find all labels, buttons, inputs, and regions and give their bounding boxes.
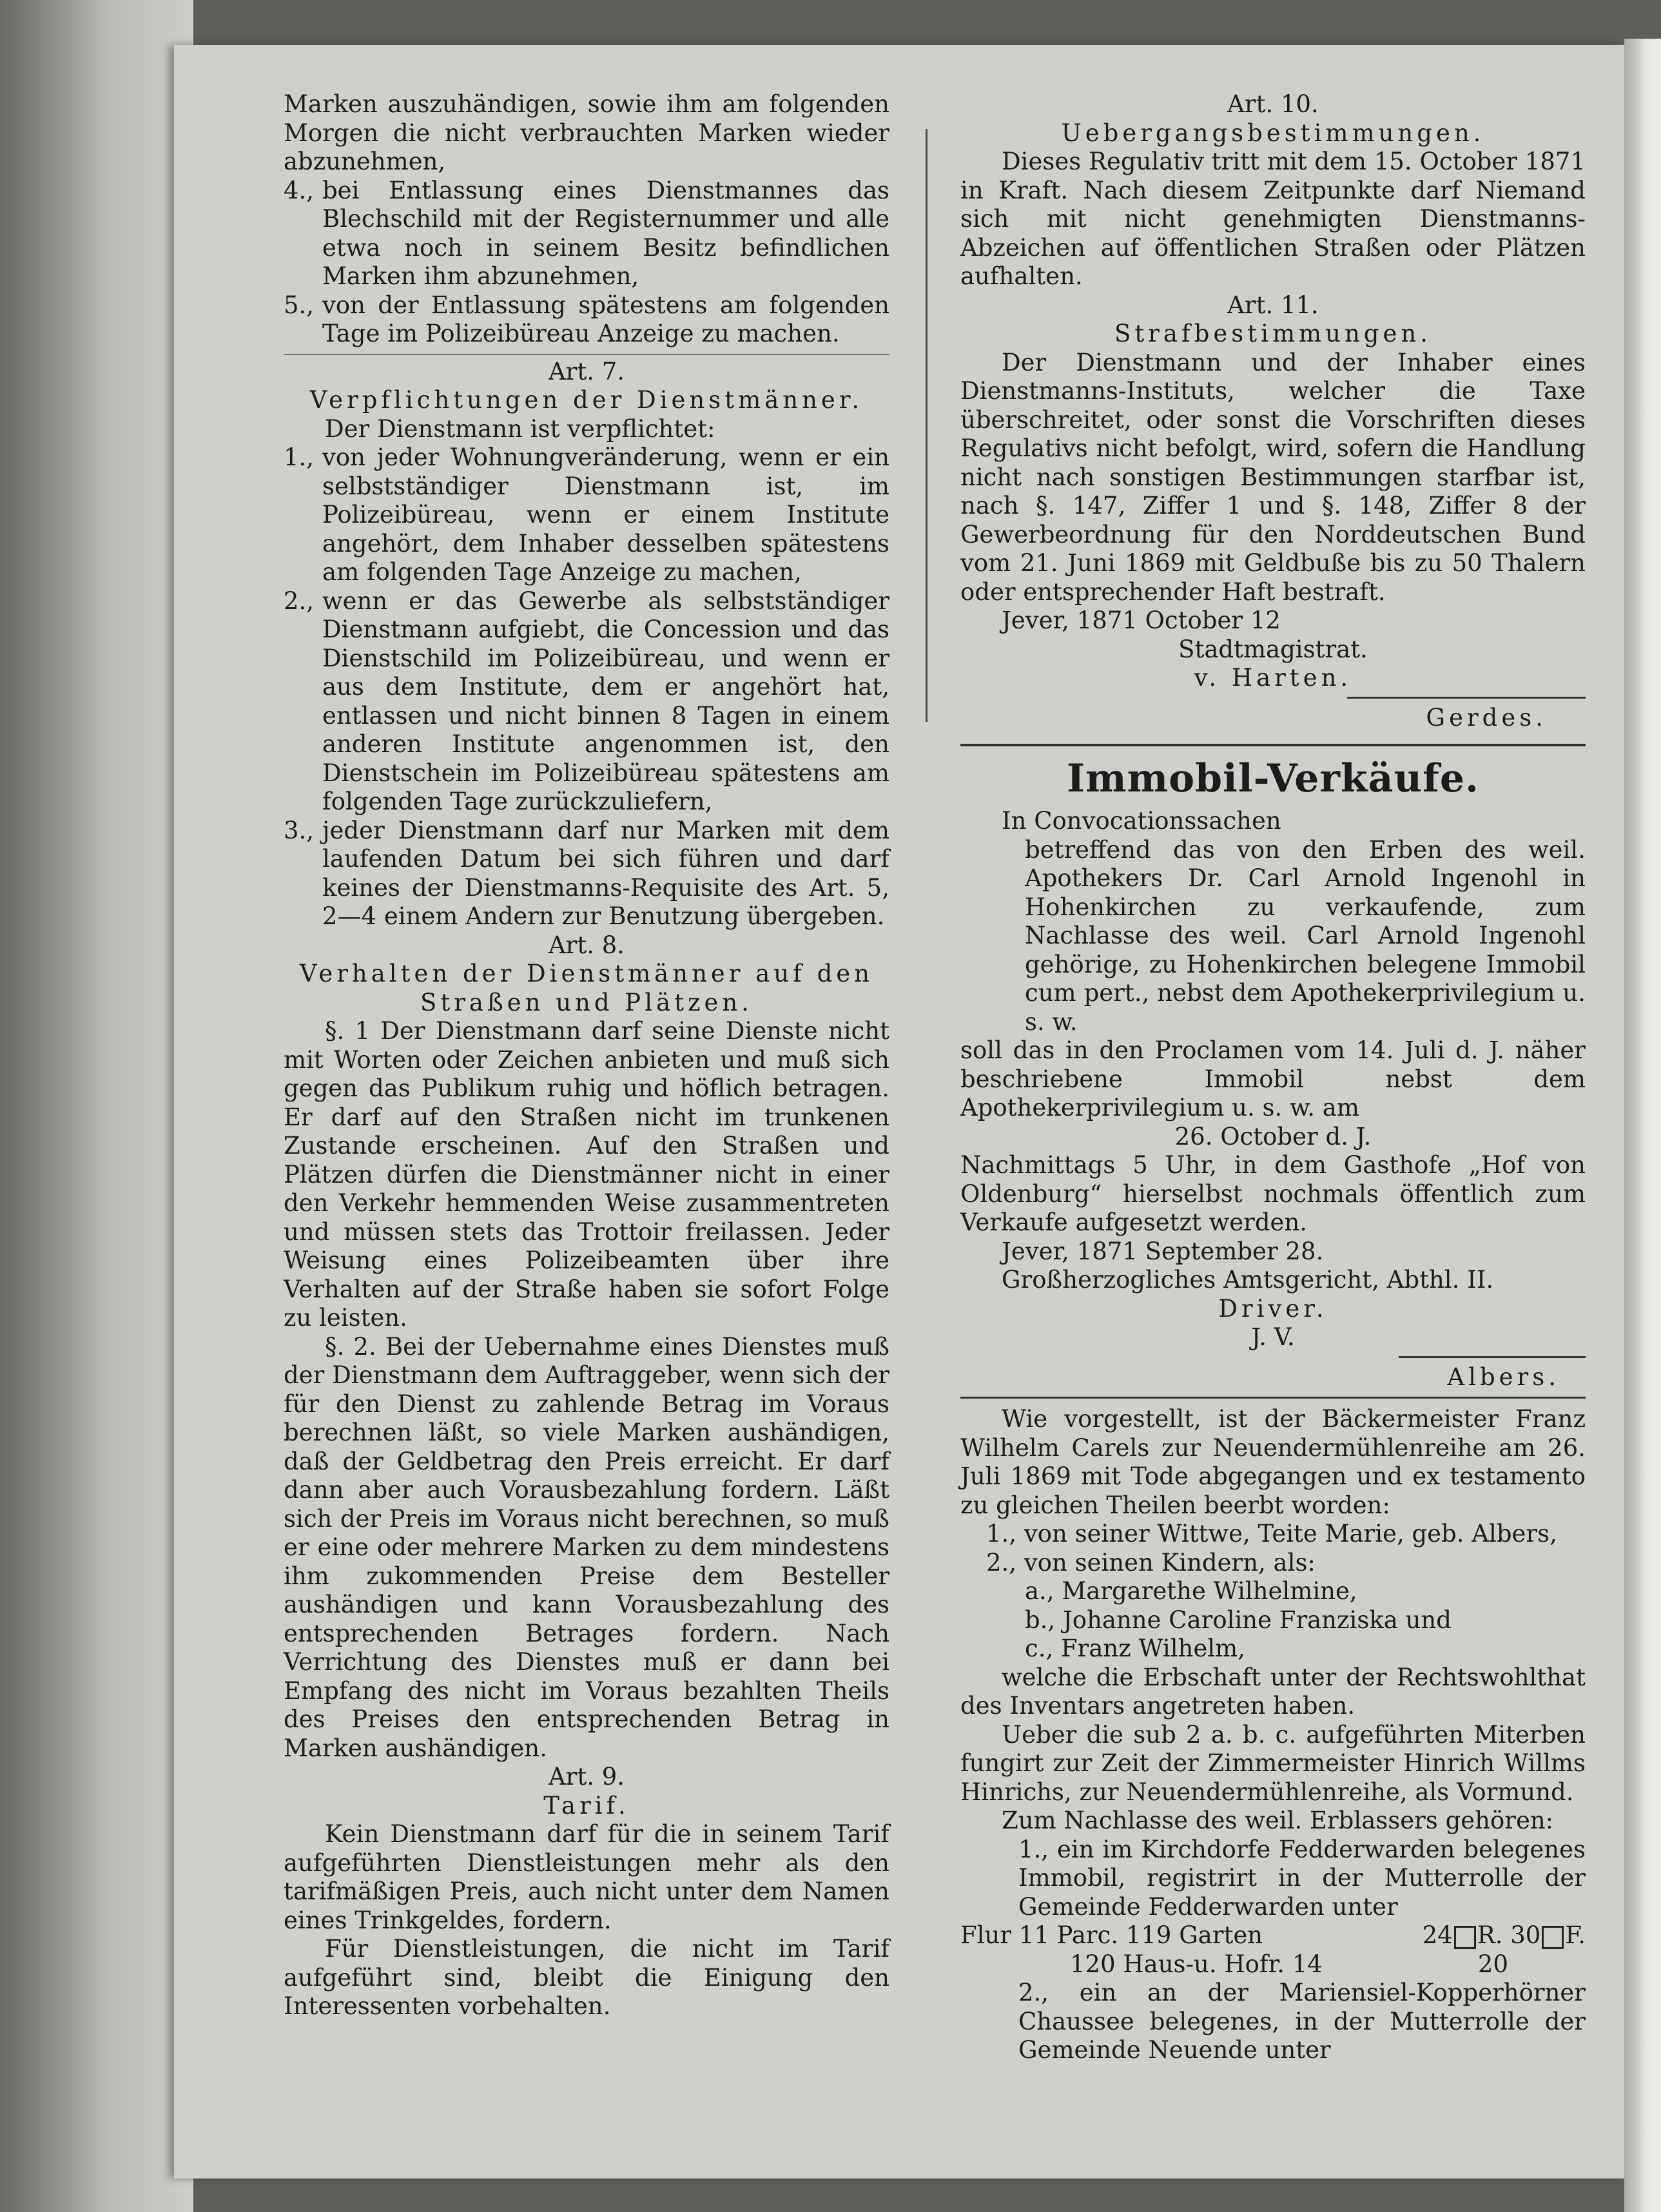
parcel-row: 120 Haus-u. Hofr. 14 20 bbox=[1070, 1950, 1508, 1978]
estate-item: 1., ein im Kirchdorfe Fedderwarden belegenes Immobil, registrirt in der Mutterrolle der Gemeinde Fedderwarden unter bbox=[1018, 1835, 1586, 1921]
paragraph: Ueber die sub 2 a. b. c. aufgeführten Miterben fungirt zur Zeit der Zimmermeister Hinrich Willms Hinrichs, zur Neuendermühlenreihe, als Vormund. bbox=[960, 1720, 1586, 1806]
section-rule bbox=[284, 354, 889, 355]
authority: Stadtmagistrat. bbox=[1178, 635, 1368, 663]
heir-line: 1., von seiner Wittwe, Teite Marie, geb. Albers, bbox=[986, 1520, 1557, 1547]
article-heading: Tarif. bbox=[543, 1791, 630, 1819]
paragraph: welche die Erbschaft unter der Rechtswohlthat des Inventars angetreten haben. bbox=[960, 1663, 1586, 1720]
signature: J. V. bbox=[1251, 1323, 1295, 1351]
column-divider bbox=[926, 129, 928, 722]
article-title: Art. 10. bbox=[1227, 90, 1319, 118]
signature-rule bbox=[1347, 697, 1586, 699]
signature: Gerdes. bbox=[1426, 703, 1547, 732]
square-unit-icon bbox=[1542, 1926, 1564, 1949]
article-heading: Strafbestimmungen. bbox=[1114, 320, 1432, 347]
child-line: b., Johanne Caroline Franziska und bbox=[1025, 1606, 1452, 1634]
paragraph: Kein Dienstmann darf für die in seinem Tarif aufgeführten Dienstleistungen mehr als den tarifmäßigen Preis, auch nicht unter dem Namen eines Trinkgeldes, fordern. bbox=[284, 1820, 889, 1934]
section-rule bbox=[960, 1397, 1586, 1399]
paragraph: §. 1 Der Dienstmann darf seine Dienste nicht mit Worten oder Zeichen anbieten und muß sich gegen das Publikum ruhig und höflich betragen. Er darf auf den Straßen nicht im trunkenen Zustande erscheinen. Auf den Straßen und Plätzen dürfen die Dienstmänner nicht in einer den Verkehr hemmenden Weise zusammentreten und müssen stets das Trottoir freilassen. Jeder Weisung eines Polizeibeamten über ihre Verhalten auf der Straße haben sie sofort Folge zu leisten. bbox=[284, 1017, 889, 1332]
signature-rule bbox=[1399, 1356, 1586, 1358]
section-rule bbox=[960, 744, 1586, 746]
court-name: Großherzogliches Amtsgericht, Abthl. II. bbox=[1002, 1266, 1494, 1294]
article-title: Art. 7. bbox=[548, 357, 625, 385]
square-unit-icon bbox=[1454, 1926, 1476, 1949]
estate-item: 2., ein an der Mariensiel-Kopperhörner Chaussee belegenes, in der Mutterrolle der Gemeinde Neuende unter bbox=[1018, 1979, 1586, 2064]
paragraph: Nachmittags 5 Uhr, in dem Gasthofe „Hof von Oldenburg“ hierselbst nochmals öffentlich zum Verkaufe aufgesetzt werden. bbox=[960, 1151, 1586, 1236]
place-date: Jever, 1871 September 28. bbox=[1002, 1237, 1324, 1265]
article-intro: Der Dienstmann ist verpflichtet: bbox=[325, 414, 715, 443]
place-date: Jever, 1871 October 12 bbox=[1002, 606, 1281, 634]
intro-paragraph: Marken auszuhändigen, sowie ihm am folgenden Morgen die nicht verbrauchten Marken wieder abzunehmen, bbox=[284, 90, 889, 175]
paragraph: Zum Nachlasse des weil. Erblassers gehören: bbox=[1002, 1807, 1554, 1834]
signature: v. Harten. bbox=[1194, 664, 1352, 692]
paragraph: betreffend das von den Erben des weil. Apothekers Dr. Carl Arnold Ingenohl in Hohenkirchen zu verkaufende, zum Nachlasse des weil. Carl Arnold Ingenohl gehörige, zu Hohenkirchen belegene Immobil cum pert., nebst dem Apothekerprivilegium u. s. w. bbox=[1025, 835, 1586, 1036]
right-page-edge bbox=[1624, 39, 1661, 2212]
child-line: c., Franz Wilhelm, bbox=[1025, 1635, 1245, 1662]
convocation-line: In Convocationssachen bbox=[1002, 807, 1281, 835]
left-column bbox=[284, 90, 889, 2021]
paragraph: Der Dienstmann und der Inhaber eines Dienstmanns-Instituts, welcher die Taxe überschreitet, oder sonst die Vorschriften dieses Regulativs nicht befolgt, wird, sofern die Handlung nicht nach sonstigen Bestimmungen starfbar ist, nach §. 147, Ziffer 1 und §. 148, Ziffer 8 der Gewerbeordnung für den Norddeutschen Bund vom 21. Juni 1869 mit Geldbuße bis zu 50 Thalern oder entsprechender Haft bestraft. bbox=[960, 348, 1586, 606]
signature: Albers. bbox=[1447, 1363, 1560, 1391]
paragraph: Dieses Regulativ tritt mit dem 15. October 1871 in Kraft. Nach diesem Zeitpunkte darf Niemand sich mit nicht genehmigten Dienstmanns-Abzeichen auf öffentlichen Straßen oder Plätzen aufhalten. bbox=[960, 148, 1586, 290]
article-title: Art. 8. bbox=[548, 931, 625, 959]
article-title: Art. 9. bbox=[548, 1763, 625, 1790]
article-heading: Straßen und Plätzen. bbox=[420, 988, 753, 1016]
list-item: 1., von jeder Wohnungveränderung, wenn er ein selbstständiger Dienstmann ist, im Polizeibüreau, wenn er einem Institute angehört, dem Inhaber desselben spätestens am folgenden Tage Anzeige zu machen, bbox=[284, 443, 889, 586]
paragraph: Wie vorgestellt, ist der Bäckermeister Franz Wilhelm Carels zur Neuendermühlenreihe am 26. Juli 1869 mit Tode abgegangen und ex testamento zu gleichen Theilen beerbt worden: bbox=[960, 1405, 1586, 1519]
paragraph: Für Dienstleistungen, die nicht im Tarif aufgeführt sind, bleibt die Einigung den Interessenten vorbehalten. bbox=[284, 1935, 889, 2020]
article-heading: Uebergangsbestimmungen. bbox=[1061, 119, 1485, 147]
article-title: Art. 11. bbox=[1227, 291, 1319, 319]
article-heading: Verhalten der Dienstmänner auf den bbox=[300, 960, 873, 987]
auction-date: 26. October d. J. bbox=[1174, 1122, 1372, 1150]
list-item: 4., bei Entlassung eines Dienstmannes das Blechschild mit der Registernummer und alle etwa noch in seinem Besitz befindlichen Marken ihm abzunehmen, bbox=[284, 176, 889, 290]
list-item: 5., von der Entlassung spätestens am folgenden Tage im Polizeibüreau Anzeige zu machen. bbox=[284, 291, 889, 347]
child-line: a., Margarethe Wilhelmine, bbox=[1025, 1577, 1357, 1605]
book-page-edges bbox=[0, 0, 193, 2212]
paragraph: soll das in den Proclamen vom 14. Juli d. J. näher beschriebene Immobil nebst dem Apothekerprivilegium u. s. w. am bbox=[960, 1036, 1586, 1121]
article-heading: Verpflichtungen der Dienstmänner. bbox=[309, 386, 864, 414]
signature: Driver. bbox=[1218, 1294, 1328, 1323]
list-item: 2., wenn er das Gewerbe als selbstständiger Dienstmann aufgiebt, die Concession und das Dienstschild im Polizeibüreau, und wenn er aus dem Institute, dem er angehört hat, entlassen und nicht binnen 8 Tagen in einem anderen Institute angenommen ist, den Dienstschein im Polizeibüreau spätestens am folgenden Tage zurückzuliefern, bbox=[284, 587, 889, 815]
paragraph: §. 2. Bei der Uebernahme eines Dienstes muß der Dienstmann dem Auftraggeber, wenn sich der für den Dienst zu zahlende Betrag im Voraus berechnen läßt, so viele Marken aushändigen, daß der Geldbetrag den Preis erreicht. Er darf dann aber auch Vorausbezahlung fordern. Läßt sich der Preis im Voraus nicht berechnen, so muß er eine oder mehrere Marken zu dem mindestens ihm zukommenden Preise dem Besteller aushändigen und kann Vorausbezahlung des entsprechenden Betrages fordern. Nach Verrichtung des Dienstes muß er dann bei Empfang des nicht im Voraus bezahlten Theils des Preises den entsprechenden Betrag in Marken aushändigen. bbox=[284, 1332, 889, 1762]
section-heading: Immobil-Verkäufe. bbox=[1067, 756, 1479, 801]
right-column bbox=[960, 90, 1586, 2065]
heir-line: 2., von seinen Kindern, als: bbox=[986, 1548, 1316, 1577]
parcel-row: Flur 11 Parc. 119 Garten 24 R. 30 F. bbox=[960, 1921, 1586, 1949]
list-item: 3., jeder Dienstmann darf nur Marken mit dem laufenden Datum bei sich führen und darf keines der Dienstmanns-Requisite des Art. 5, 2—4 einem Andern zur Benutzung übergeben. bbox=[284, 816, 889, 930]
